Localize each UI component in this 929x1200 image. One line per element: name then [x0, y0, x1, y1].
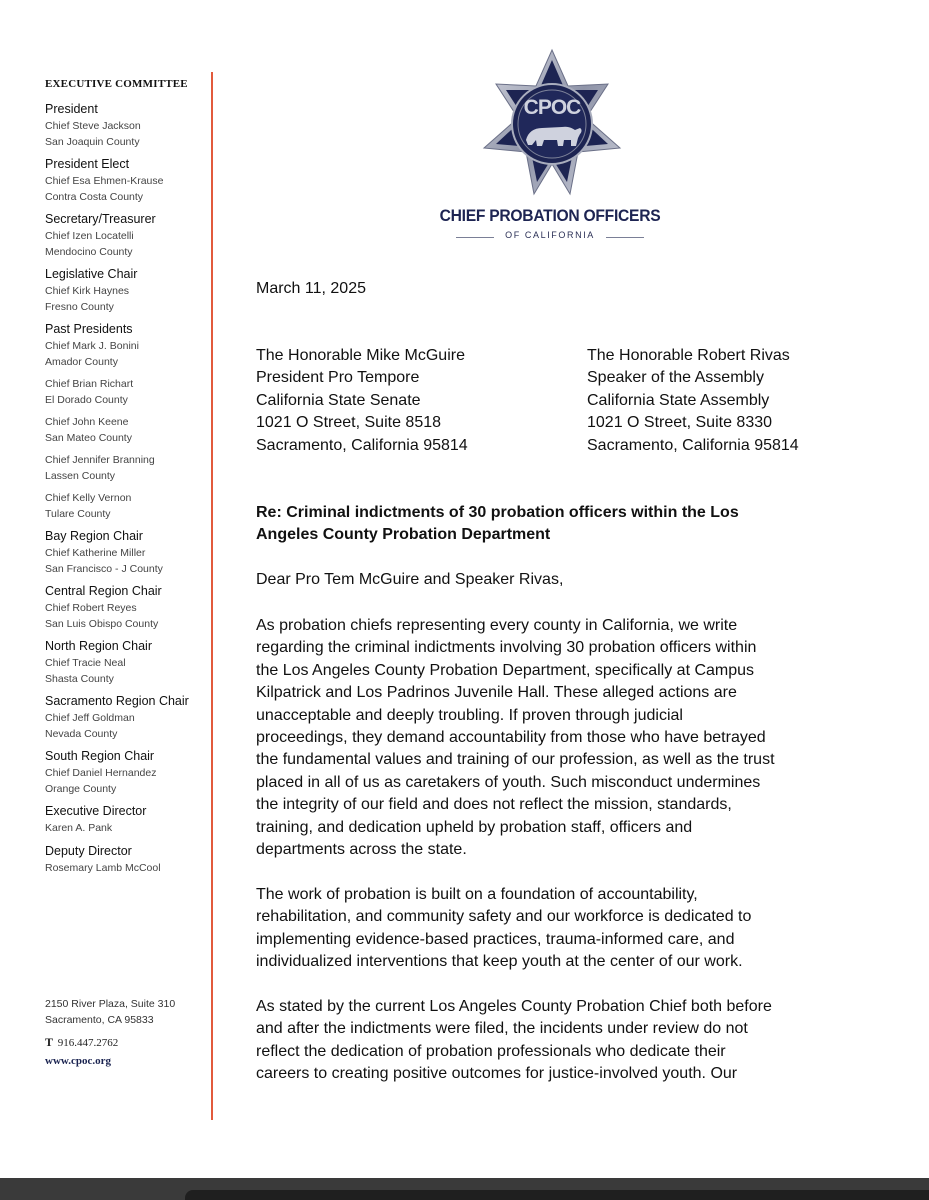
committee-role: Past Presidents — [45, 322, 133, 336]
member-name: Chief Jennifer Branning — [45, 454, 155, 466]
paragraph-line: the integrity of our field and does not reflect the mission, standards, — [256, 796, 732, 814]
recipient-line: Speaker of the Assembly — [587, 369, 764, 387]
committee-group — [45, 102, 205, 150]
committee-group — [45, 322, 205, 522]
committee-member — [45, 119, 205, 150]
committee-group — [45, 212, 205, 260]
committee-role: North Region Chair — [45, 639, 152, 653]
organization-subtitle-text: OF CALIFORNIA — [505, 230, 595, 240]
letter-subject — [256, 502, 846, 547]
committee-role: South Region Chair — [45, 749, 155, 763]
paragraph-line: Kilpatrick and Los Padrinos Juvenile Hall. These alleged actions are — [256, 684, 737, 702]
paragraph-line: departments across the state. — [256, 841, 467, 859]
committee-role: Deputy Director — [45, 843, 132, 858]
committee-group — [45, 529, 205, 577]
member-county: Amador County — [45, 355, 118, 368]
member-name: Chief Jeff Goldman — [45, 712, 135, 724]
member-name: Chief Katherine Miller — [45, 547, 146, 559]
letter-paragraph-1 — [256, 615, 846, 861]
letter-paragraph-2 — [256, 884, 846, 974]
member-county: Lassen County — [45, 469, 116, 482]
member-county: Contra Costa County — [45, 190, 144, 203]
committee-member — [45, 415, 205, 446]
committee-member — [45, 711, 205, 742]
subject-line: Angeles County Probation Department — [256, 526, 551, 544]
phone-number — [45, 1034, 205, 1051]
committee-member — [45, 601, 205, 632]
phone-value: 916.447.2762 — [57, 1037, 119, 1049]
committee-role: President Elect — [45, 157, 130, 171]
committee-group — [45, 267, 205, 315]
paragraph-line: proceedings, they demand accountability from those who have betrayed — [256, 729, 766, 747]
committee-member — [45, 546, 205, 577]
member-name: Chief Tracie Neal — [45, 657, 126, 669]
viewer-bottom-bar-inner — [185, 1190, 929, 1200]
committee-member — [45, 284, 205, 315]
letter-paragraph-3 — [256, 996, 846, 1086]
paragraph-line: the fundamental values and training of our profession, as well as the trust — [256, 751, 775, 769]
member-name: Karen A. Pank — [45, 822, 113, 834]
paragraph-line: training, and dedication upheld by probation staff, officers and — [256, 818, 693, 836]
viewer-bottom-bar — [0, 1178, 929, 1200]
paragraph-line: The work of probation is built on a foundation of accountability, — [256, 886, 698, 903]
committee-member — [45, 861, 205, 877]
website-link[interactable]: www.cpoc.org — [45, 1055, 111, 1067]
logo-badge-text: CPOC — [523, 96, 581, 119]
paragraph-line: rehabilitation, and community safety and our workforce is dedicated to — [256, 908, 752, 926]
member-name: Chief Kelly Vernon — [45, 492, 132, 504]
address-line-2: Sacramento, CA 95833 — [45, 1014, 154, 1026]
committee-role: President — [45, 102, 98, 116]
member-county: Fresno County — [45, 300, 114, 313]
recipient-senate — [256, 345, 468, 457]
recipient-line: Sacramento, California 95814 — [587, 436, 799, 454]
member-county: San Luis Obispo County — [45, 617, 159, 630]
member-name: Chief Robert Reyes — [45, 602, 137, 614]
subject-line: Re: Criminal indictments of 30 probation officers within the Los — [256, 504, 739, 521]
letter-salutation: Dear Pro Tem McGuire and Speaker Rivas, — [256, 571, 564, 588]
member-name: Chief Kirk Haynes — [45, 285, 130, 297]
executive-committee-title: EXECUTIVE COMMITTEE — [45, 78, 188, 90]
phone-prefix: T — [45, 1035, 54, 1049]
committee-group — [45, 804, 205, 837]
paragraph-line: implementing evidence-based practices, trauma-informed care, and — [256, 930, 735, 948]
committee-role: Legislative Chair — [45, 267, 138, 281]
recipient-assembly — [587, 345, 799, 457]
paragraph-line: As stated by the current Los Angeles County Probation Chief both before — [256, 998, 772, 1015]
committee-group — [45, 639, 205, 687]
paragraph-line: the Los Angeles County Probation Department, specifically at Campus — [256, 661, 755, 679]
member-name: Chief John Keene — [45, 416, 129, 428]
committee-member — [45, 229, 205, 260]
recipient-line: Sacramento, California 95814 — [256, 436, 468, 454]
committee-group — [45, 844, 205, 877]
recipient-line: The Honorable Mike McGuire — [256, 347, 465, 364]
committee-role: Secretary/Treasurer — [45, 212, 156, 226]
address-line-1: 2150 River Plaza, Suite 310 — [45, 998, 176, 1010]
paragraph-line: placed in all of us as caretakers of youth. Such misconduct undermines — [256, 773, 761, 791]
member-name: Chief Izen Locatelli — [45, 230, 134, 242]
committee-member — [45, 656, 205, 687]
paragraph-line: unacceptable and deeply troubling. If proven through judicial — [256, 706, 683, 724]
committee-group — [45, 694, 205, 742]
organization-name: CHIEF PROBATION OFFICERS — [439, 206, 661, 225]
committee-member — [45, 339, 205, 370]
committee-group — [45, 157, 205, 205]
member-county: San Mateo County — [45, 431, 132, 444]
committee-roster — [45, 102, 205, 876]
recipient-line: California State Senate — [256, 391, 421, 409]
member-name: Chief Mark J. Bonini — [45, 340, 139, 352]
recipient-line: 1021 O Street, Suite 8330 — [587, 414, 773, 432]
subtitle-rule-right — [606, 237, 644, 238]
member-county: El Dorado County — [45, 393, 128, 406]
committee-member — [45, 453, 205, 484]
member-county: Mendocino County — [45, 245, 133, 258]
member-name: Chief Esa Ehmen-Krause — [45, 175, 164, 187]
member-name: Chief Steve Jackson — [45, 120, 141, 132]
committee-role: Executive Director — [45, 804, 147, 818]
member-county: San Joaquin County — [45, 135, 140, 148]
committee-group — [45, 584, 205, 632]
committee-group — [45, 749, 205, 797]
committee-member — [45, 766, 205, 797]
cpoc-star-badge-logo — [470, 48, 634, 200]
member-name: Chief Daniel Hernandez — [45, 767, 157, 779]
committee-role: Sacramento Region Chair — [45, 694, 189, 708]
recipient-line: California State Assembly — [587, 391, 770, 409]
committee-role: Bay Region Chair — [45, 529, 143, 543]
committee-member — [45, 377, 205, 408]
organization-subtitle — [456, 230, 644, 244]
recipient-line: President Pro Tempore — [256, 369, 420, 387]
member-county: Nevada County — [45, 727, 118, 740]
paragraph-line: and after the indictments were filed, the incidents under review do not — [256, 1020, 748, 1038]
letter-date: March 11, 2025 — [256, 280, 366, 297]
paragraph-line: individualized interventions that keep youth at the center of our work. — [256, 953, 743, 971]
paragraph-line: careers to creating positive outcomes for justice-involved youth. Our — [256, 1065, 738, 1083]
recipient-line: The Honorable Robert Rivas — [587, 347, 790, 364]
member-county: San Francisco - J County — [45, 562, 163, 575]
committee-member — [45, 491, 205, 522]
member-name: Chief Brian Richart — [45, 378, 134, 390]
member-name: Rosemary Lamb McCool — [45, 861, 161, 874]
recipient-line: 1021 O Street, Suite 8518 — [256, 414, 442, 432]
committee-role: Central Region Chair — [45, 584, 162, 598]
paragraph-line: As probation chiefs representing every county in California, we write — [256, 617, 738, 634]
member-county: Tulare County — [45, 507, 111, 520]
paragraph-line: regarding the criminal indictments involving 30 probation officers within — [256, 639, 757, 657]
committee-member — [45, 821, 205, 837]
sidebar-divider — [211, 72, 213, 1120]
organization-address — [45, 996, 205, 1067]
member-county: Orange County — [45, 782, 117, 795]
committee-member — [45, 174, 205, 205]
member-county: Shasta County — [45, 672, 114, 685]
paragraph-line: reflect the dedication of probation professionals who dedicate their — [256, 1042, 726, 1060]
executive-committee-sidebar — [45, 78, 205, 883]
